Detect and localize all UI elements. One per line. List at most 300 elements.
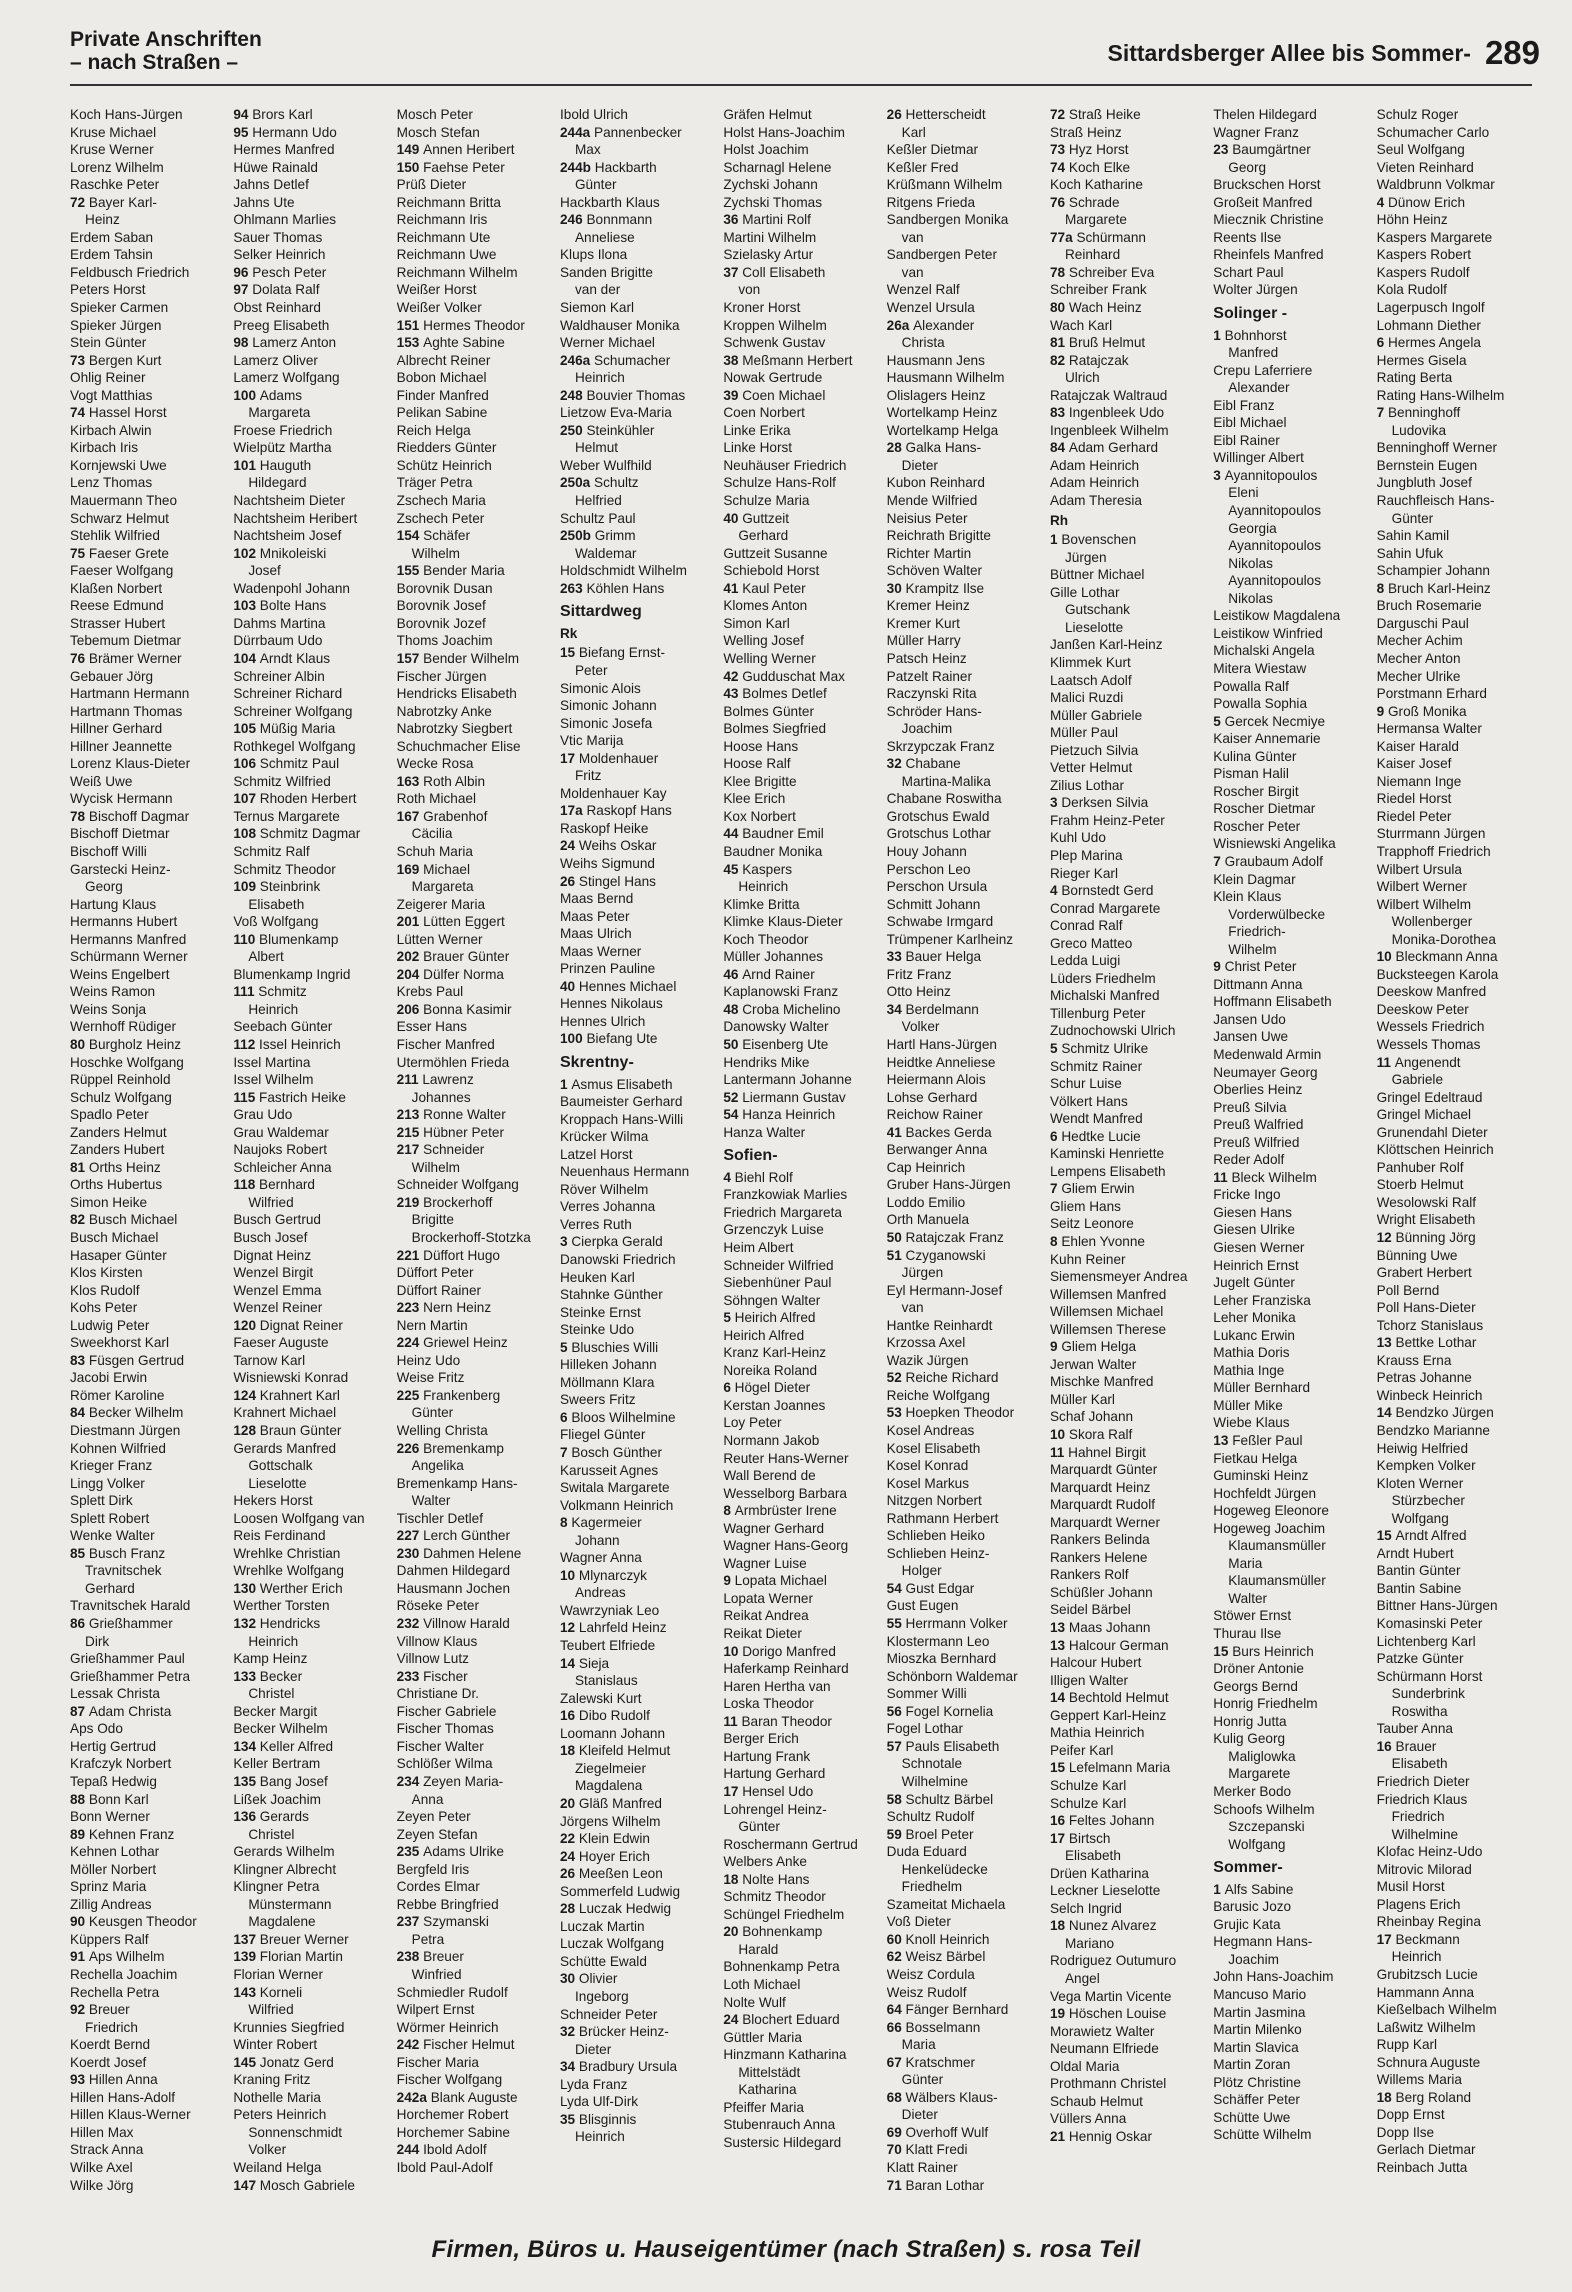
directory-entry: Sanden Brigitte: [559, 264, 653, 280]
directory-entry: Günter: [1391, 510, 1434, 526]
house-number: 56: [886, 1703, 906, 1719]
directory-entry: Koch Theodor: [723, 931, 809, 947]
directory-entry: Söhngen Walter: [723, 1292, 821, 1308]
house-number: 246: [559, 212, 587, 228]
directory-entry: Wilbert Wilhelm: [1376, 896, 1472, 912]
directory-entry: Feldbusch Friedrich: [70, 264, 190, 280]
directory-entry: Christel: [248, 1686, 295, 1702]
directory-entry: 103 Bolte Hans: [233, 598, 327, 614]
directory-entry: Thelen Hildegard: [1213, 107, 1317, 122]
directory-entry: Hausmann Jens: [886, 352, 985, 368]
directory-entry: Dahmen Hildegard: [396, 1563, 510, 1579]
directory-entry: Maas Ulrich: [559, 926, 632, 942]
house-number: 30: [559, 1971, 579, 1987]
directory-entry: Bischoff Willi: [70, 843, 147, 859]
directory-entry: Wilbert Ursula: [1376, 861, 1462, 877]
directory-entry: Giesen Ulrike: [1213, 1222, 1295, 1238]
directory-entry: Weihs Sigmund: [559, 855, 655, 871]
directory-entry: 234 Zeyen Maria-: [396, 1773, 504, 1789]
directory-entry: Winbeck Heinrich: [1376, 1387, 1483, 1403]
house-number: 107: [233, 791, 260, 807]
directory-entry: 40 Guttzeit: [723, 510, 790, 526]
directory-entry: Schlieben Heiko: [886, 1528, 985, 1544]
house-number: 8: [1049, 1234, 1062, 1249]
directory-entry: Voß Dieter: [886, 1914, 951, 1930]
directory-entry: Raskopf Heike: [559, 820, 649, 836]
directory-entry: Faeser Auguste: [233, 1335, 329, 1351]
directory-entry: Reiche Wolfgang: [886, 1387, 990, 1403]
directory-entry: Klingner Petra: [233, 1879, 320, 1895]
directory-entry: 14 Bechtold Helmut: [1049, 1690, 1169, 1706]
directory-entry: Angelika: [411, 1458, 464, 1474]
directory-entry: Wesolowski Ralf: [1376, 1194, 1477, 1210]
directory-entry: 95 Hermann Udo: [233, 124, 337, 140]
directory-entry: Dieter: [574, 2041, 612, 2057]
directory-entry: Küppers Ralf: [70, 1931, 149, 1947]
directory-entry: Mende Wilfried: [886, 493, 978, 509]
house-number: 211: [396, 1072, 423, 1088]
directory-entry: Roswitha: [1391, 1703, 1448, 1719]
house-number: 17: [723, 1783, 743, 1799]
house-number: 16: [1376, 1738, 1396, 1754]
house-number: 124: [233, 1387, 260, 1403]
directory-entry: Jörgens Wilhelm: [559, 1813, 661, 1829]
house-number: 9: [723, 1573, 735, 1589]
directory-entry: Porstmann Erhard: [1376, 686, 1487, 702]
directory-entry: Berger Erich: [723, 1731, 799, 1747]
directory-entry: 17 Hensel Udo: [723, 1783, 814, 1799]
directory-entry: 8 Armbrüster Irene: [723, 1503, 837, 1519]
directory-entry: 18 Berg Roland: [1376, 2089, 1472, 2105]
directory-entry: Sustersic Hildegard: [723, 2134, 842, 2150]
directory-entry: 43 Bolmes Detlef: [723, 686, 827, 702]
directory-entry: Lenz Thomas: [70, 475, 153, 491]
directory-entry: Szczepanski: [1228, 1819, 1305, 1835]
directory-entry: Kroppach Hans-Willi: [559, 1111, 684, 1127]
directory-entry: Mioszka Bernhard: [886, 1651, 997, 1667]
directory-entry: Elisabeth: [1391, 1756, 1448, 1772]
directory-entry: Keßler Fred: [886, 159, 959, 175]
directory-entry: Panhuber Rolf: [1376, 1159, 1464, 1175]
directory-entry: Winfried: [411, 1966, 462, 1982]
house-number: 66: [886, 2019, 906, 2035]
directory-entry: Stein Günter: [70, 335, 147, 351]
house-number: 55: [886, 1616, 906, 1632]
directory-entry: Martin Zoran: [1213, 2057, 1291, 2073]
house-number: 238: [396, 1949, 424, 1965]
directory-entry: Marquardt Günter: [1049, 1462, 1158, 1478]
directory-entry: Brockerhoff-Stotzka: [411, 1230, 531, 1245]
directory-entry: Schütte Ewald: [559, 1953, 647, 1969]
house-number: 130: [233, 1580, 260, 1596]
directory-entry: Mathia Doris: [1213, 1345, 1290, 1361]
directory-entry: 106 Schmitz Paul: [233, 756, 340, 772]
house-number: 39: [723, 387, 743, 403]
directory-entry: 5 Schmitz Ulrike: [1049, 1040, 1149, 1056]
house-number: 263: [559, 580, 587, 596]
directory-entry: Klimke Britta: [723, 896, 800, 912]
house-number: 5: [559, 1339, 572, 1355]
directory-entry: Bremenkamp Hans-: [396, 1475, 518, 1491]
directory-entry: Wenke Walter: [70, 1528, 155, 1544]
directory-entry: 71 Baran Lothar: [886, 2177, 985, 2193]
directory-entry: 34 Bradbury Ursula: [559, 2059, 678, 2075]
directory-entry: Vtic Marija: [559, 733, 624, 749]
house-number: 9: [1049, 1339, 1062, 1355]
directory-entry: Schönborn Waldemar: [886, 1668, 1018, 1684]
directory-entry: Anna: [411, 1791, 444, 1807]
directory-entry: Mitera Wiestaw: [1213, 660, 1307, 676]
house-number: 17a: [559, 803, 587, 819]
directory-entry: Verres Ruth: [559, 1216, 632, 1232]
directory-entry: Eibl Michael: [1213, 415, 1287, 431]
house-number: 221: [396, 1247, 424, 1263]
directory-entry: Welbers Anke: [723, 1854, 807, 1870]
directory-entry: Hogeweg Eleonore: [1213, 1503, 1329, 1519]
house-number: 19: [1049, 2006, 1069, 2022]
directory-entry: Ludovika: [1391, 422, 1447, 438]
house-number: 7: [1376, 405, 1388, 421]
directory-entry: Wilfried: [248, 2002, 294, 2018]
header-divider: [70, 84, 1532, 86]
directory-entry: Georgs Bernd: [1213, 1678, 1298, 1694]
house-number: 4: [1049, 883, 1062, 899]
directory-entry: Müller Bernhard: [1213, 1380, 1311, 1396]
directory-entry: Heinz Udo: [396, 1352, 461, 1368]
house-number: 60: [886, 1931, 906, 1947]
directory-entry: Hillen Max: [70, 2124, 134, 2140]
directory-entry: Benninghoff Werner: [1376, 440, 1498, 456]
directory-entry: Schütte Uwe: [1213, 2109, 1291, 2125]
directory-entry: Nachtsheim Dieter: [233, 493, 346, 509]
directory-entry: Nachtsheim Heribert: [233, 510, 358, 526]
directory-entry: Düffort Rainer: [396, 1282, 482, 1298]
directory-entry: Leher Franziska: [1213, 1292, 1311, 1308]
directory-entry: Maas Werner: [559, 943, 642, 959]
directory-entry: 13 Maas Johann: [1049, 1620, 1151, 1636]
directory-entry: Schoofs Wilhelm: [1213, 1801, 1315, 1817]
directory-entry: Fischer Jürgen: [396, 668, 487, 684]
directory-entry: Dopp Ernst: [1376, 2107, 1445, 2123]
directory-entry: Hoschke Wolfgang: [70, 1054, 184, 1070]
directory-entry: Klaumansmüller: [1228, 1573, 1326, 1589]
directory-entry: Maas Peter: [559, 908, 630, 924]
house-number: 104: [233, 650, 260, 666]
directory-entry: Simonic Josefa: [559, 715, 653, 731]
directory-entry: Schmitz Ralf: [233, 843, 310, 859]
directory-entry: 111 Schmitz: [233, 984, 307, 1000]
directory-entry: 59 Broel Peter: [886, 1826, 974, 1842]
directory-entry: Volker: [901, 1019, 940, 1035]
directory-entry: Zilius Lothar: [1049, 777, 1125, 793]
directory-entry: 12 Lahrfeld Heinz: [559, 1620, 667, 1636]
directory-entry: 32 Chabane: [886, 756, 961, 772]
directory-entry: 58 Schultz Bärbel: [886, 1791, 994, 1807]
house-number: 12: [559, 1620, 579, 1636]
directory-entry: Klein Klaus: [1213, 889, 1282, 905]
directory-entry: Fischer Manfred: [396, 1036, 495, 1052]
directory-entry: Grau Udo: [233, 1107, 293, 1123]
directory-entry: 75 Faeser Grete: [70, 545, 169, 561]
directory-entry: Hanza Walter: [723, 1124, 806, 1140]
directory-entry: Fietkau Helga: [1213, 1450, 1298, 1466]
directory-entry: Conrad Margarete: [1049, 900, 1161, 916]
house-number: 51: [886, 1247, 906, 1263]
directory-entry: Kaspers Margarete: [1376, 229, 1493, 245]
directory-entry: 263 Köhlen Hans: [559, 580, 665, 596]
directory-entry: Koerdt Josef: [70, 2054, 147, 2070]
directory-entry: Heinrich: [248, 1001, 299, 1017]
directory-entry: 130 Werther Erich: [233, 1580, 343, 1596]
directory-entry: Kaiser Josef: [1376, 756, 1452, 772]
directory-entry: Selker Heinrich: [233, 247, 326, 263]
house-number: 14: [1376, 1405, 1396, 1421]
directory-entry: 136 Gerards: [233, 1809, 309, 1825]
directory-entry: Grotschus Ewald: [886, 808, 990, 824]
directory-entry: Greco Matteo: [1049, 935, 1133, 951]
directory-entry: Schultz Rudolf: [886, 1809, 975, 1825]
directory-entry: Kornjewski Uwe: [70, 457, 167, 473]
directory-entry: Simonic Johann: [559, 698, 657, 714]
directory-entry: Selch Ingrid: [1049, 1900, 1122, 1916]
house-number: 75: [70, 545, 89, 561]
directory-entry: Möllmann Klara: [559, 1374, 655, 1390]
house-number: 132: [233, 1616, 260, 1632]
directory-entry: Friedrich: [1391, 1809, 1445, 1825]
house-number: 38: [723, 352, 743, 368]
directory-entry: Lopata Werner: [723, 1590, 813, 1606]
directory-entry: Kosel Elisabeth: [886, 1440, 981, 1456]
directory-entry: Sonnenschmidt: [248, 2124, 343, 2140]
house-number: 40: [723, 510, 743, 526]
directory-entry: 72 Bayer Karl-: [70, 194, 157, 210]
directory-entry: van: [901, 264, 924, 280]
directory-entry: 69 Overhoff Wulf: [886, 2124, 989, 2140]
house-number: 8: [559, 1515, 572, 1531]
directory-entry: Niemann Inge: [1376, 773, 1462, 789]
directory-entry: Andreas: [574, 1585, 626, 1601]
street-heading: Sittardweg: [559, 603, 642, 621]
directory-entry: 53 Hoepken Theodor: [886, 1405, 1015, 1421]
directory-entry: Wilke Jörg: [70, 2177, 134, 2193]
directory-entry: Klimmek Kurt: [1049, 654, 1131, 670]
directory-entry: Zanders Hubert: [70, 1142, 165, 1158]
directory-entry: Riedel Peter: [1376, 808, 1452, 824]
directory-entry: Orths Hubertus: [70, 1177, 163, 1193]
directory-entry: Ohlmann Marlies: [233, 212, 337, 228]
directory-entry: 211 Lawrenz: [396, 1072, 474, 1088]
directory-entry: Esser Hans: [396, 1019, 467, 1035]
directory-entry: 10 Mlynarczyk: [559, 1567, 647, 1583]
house-number: 118: [233, 1177, 260, 1193]
house-number: 143: [233, 1984, 260, 2000]
directory-entry: Honrig Friedhelm: [1213, 1696, 1318, 1712]
directory-entry: 201 Lütten Eggert: [396, 914, 505, 930]
directory-entry: Dieter: [901, 2107, 938, 2123]
directory-entry: Bolmes Günter: [723, 703, 814, 719]
directory-entry: Jugelt Günter: [1213, 1275, 1295, 1291]
directory-entry: 26 Stingel Hans: [559, 873, 656, 889]
directory-entry: Straß Heinz: [1049, 124, 1122, 140]
directory-entry: 155 Bender Maria: [396, 563, 505, 579]
house-number: 134: [233, 1738, 260, 1754]
directory-entry: Perschon Leo: [886, 861, 971, 877]
directory-entry: 100 Adams: [233, 387, 303, 403]
directory-entry: 64 Fänger Bernhard: [886, 2002, 1009, 2018]
house-number: 246a: [559, 352, 595, 368]
directory-entry: 12 Bünning Jörg: [1376, 1230, 1476, 1245]
directory-entry: 74 Hassel Horst: [70, 405, 167, 421]
directory-entry: Krüßmann Wilhelm: [886, 177, 1003, 193]
directory-entry: 73 Bergen Kurt: [70, 352, 162, 368]
directory-entry: Vüllers Anna: [1049, 2111, 1127, 2127]
directory-entry: Patzelt Rainer: [886, 668, 973, 684]
directory-entry: Rauchfleisch Hans-: [1376, 493, 1495, 509]
directory-entry: Deeskow Manfred: [1376, 984, 1487, 1000]
directory-entry: 108 Schmitz Dagmar: [233, 826, 361, 842]
directory-entry: Luczak Wolfgang: [559, 1936, 665, 1952]
directory-entry: Weins Ramon: [70, 984, 156, 1000]
directory-entry: 219 Brockerhoff: [396, 1194, 493, 1210]
house-number: 13: [1049, 1637, 1069, 1653]
directory-entry: van der: [574, 282, 621, 298]
directory-entry: Adam Heinrich: [1049, 457, 1140, 473]
house-number: 24: [723, 2012, 743, 2028]
directory-entry: Klaumansmüller: [1228, 1538, 1326, 1554]
directory-entry: Zychski Johann: [723, 177, 818, 193]
directory-entry: Fritz Franz: [886, 966, 952, 982]
house-number: 14: [1049, 1690, 1069, 1706]
directory-entry: Hendriks Mike: [723, 1054, 810, 1070]
house-number: 147: [233, 2177, 260, 2193]
directory-entry: Winter Robert: [233, 2037, 318, 2053]
house-number: 80: [1049, 300, 1069, 316]
directory-entry: Conrad Ralf: [1049, 918, 1123, 934]
directory-entry: Hartung Gerhard: [723, 1766, 826, 1782]
directory-entry: Eibl Rainer: [1213, 432, 1280, 448]
house-number: 1: [1049, 532, 1062, 548]
directory-entry: 80 Wach Heinz: [1049, 300, 1142, 316]
directory-entry: Dröner Antonie: [1213, 1661, 1304, 1677]
directory-entry: 50 Ratajczak Franz: [886, 1230, 1004, 1245]
house-number: 15: [1213, 1643, 1233, 1659]
directory-entry: Zeyen Stefan: [396, 1826, 478, 1842]
directory-entry: Kruse Michael: [70, 124, 157, 140]
directory-entry: Schmitt Johann: [886, 896, 981, 912]
directory-entry: Roscher Dietmar: [1213, 801, 1316, 817]
directory-entry: Stehlik Wilfried: [70, 528, 160, 544]
directory-entry: 13 Feßler Paul: [1213, 1433, 1303, 1449]
directory-entry: Joachim: [901, 721, 953, 737]
house-number: 37: [723, 264, 743, 280]
directory-entry: Bruckschen Horst: [1213, 177, 1321, 193]
directory-entry: 26 Hetterscheidt: [886, 107, 986, 122]
directory-entry: Rankers Rolf: [1049, 1567, 1129, 1583]
directory-entry: 105 Müßig Maria: [233, 721, 336, 737]
directory-entry: Wilhelm: [1228, 941, 1277, 957]
directory-entry: Fricke Ingo: [1213, 1187, 1281, 1203]
directory-entry: Pietzuch Silvia: [1049, 742, 1139, 758]
directory-entry: Hartmann Thomas: [70, 703, 183, 719]
directory-entry: Willemsen Michael: [1049, 1304, 1164, 1320]
directory-entry: 93 Hillen Anna: [70, 2072, 158, 2088]
directory-entry: 16 Brauer: [1376, 1738, 1437, 1754]
directory-entry: Schuchmacher Elise: [396, 738, 521, 754]
house-number: 6: [559, 1409, 572, 1425]
directory-entry: Margarete: [1064, 212, 1127, 228]
house-number: 91: [70, 1949, 89, 1965]
directory-entry: Schüßler Johann: [1049, 1584, 1153, 1600]
directory-entry: Klingner Albrecht: [233, 1861, 337, 1877]
directory-entry: Kroppen Wilhelm: [723, 317, 827, 333]
directory-entry: Gräfen Helmut: [723, 107, 812, 122]
house-number: 213: [396, 1107, 424, 1123]
directory-entry: Wadenpohl Johann: [233, 580, 350, 596]
directory-entry: 26a Alexander: [886, 317, 975, 333]
directory-entry: Welling Christa: [396, 1423, 488, 1439]
house-number: 20: [559, 1795, 579, 1811]
house-number: 96: [233, 264, 253, 280]
directory-entry: Schiebold Horst: [723, 563, 820, 579]
directory-entry: Klups Ilona: [559, 247, 628, 263]
directory-entry: 134 Keller Alfred: [233, 1738, 334, 1754]
directory-entry: Giesen Werner: [1213, 1240, 1305, 1255]
directory-entry: Tebemum Dietmar: [70, 633, 182, 649]
directory-entry: Erdem Saban: [70, 229, 154, 245]
directory-entry: Danowsky Walter: [723, 1019, 829, 1035]
house-number: 73: [70, 352, 89, 368]
directory-entry: Wessels Thomas: [1376, 1036, 1481, 1052]
house-number: 59: [886, 1826, 906, 1842]
directory-entry: Ingenbleek Wilhelm: [1049, 422, 1169, 438]
directory-entry: Rechella Petra: [70, 1984, 160, 2000]
directory-entry: Gerards Wilhelm: [233, 1844, 335, 1860]
directory-entry: 24 Blochert Eduard: [723, 2012, 840, 2028]
directory-entry: 206 Bonna Kasimir: [396, 1001, 512, 1017]
directory-entry: Linke Horst: [723, 440, 793, 456]
directory-entry: Pisman Halil: [1213, 766, 1289, 782]
directory-entry: Neumann Elfriede: [1049, 2041, 1159, 2057]
directory-entry: Plagens Erich: [1376, 1896, 1461, 1912]
directory-entry: Schmitz Theodor: [233, 861, 336, 877]
directory-entry: Kulig Georg: [1213, 1731, 1286, 1747]
directory-entry: Reichow Rainer: [886, 1107, 983, 1123]
directory-entry: Karl: [901, 124, 926, 140]
directory-entry: Kirbach Iris: [70, 440, 138, 456]
directory-entry: Karusseit Agnes: [559, 1462, 659, 1478]
directory-entry: Nitzgen Norbert: [886, 1493, 982, 1509]
directory-entry: Kremer Kurt: [886, 615, 960, 631]
directory-entry: Zeigerer Maria: [396, 896, 486, 912]
directory-entry: Lieselotte: [248, 1475, 307, 1491]
directory-entry: Hoffmann Elisabeth: [1213, 994, 1332, 1010]
directory-entry: Kohnen Wilfried: [70, 1440, 166, 1456]
directory-entry: 3 Ayannitopoulos: [1213, 467, 1318, 483]
directory-entry: Johann: [574, 1532, 620, 1548]
directory-entry: Kaiser Annemarie: [1213, 731, 1321, 747]
house-number: 26a: [886, 317, 914, 333]
house-number: 10: [559, 1567, 579, 1583]
directory-entry: Ludwig Peter: [70, 1317, 150, 1333]
directory-entry: Josef: [248, 563, 281, 579]
directory-entry: Ibold Ulrich: [559, 107, 628, 122]
house-number: 76: [70, 650, 89, 666]
directory-entry: Wycisk Hermann: [70, 791, 173, 807]
directory-entry: Sturrmann Jürgen: [1376, 826, 1486, 842]
directory-entry: 39 Coen Michael: [723, 387, 826, 403]
directory-entry: Reichmann Britta: [396, 194, 501, 210]
directory-entry: Kuhl Udo: [1049, 830, 1106, 846]
